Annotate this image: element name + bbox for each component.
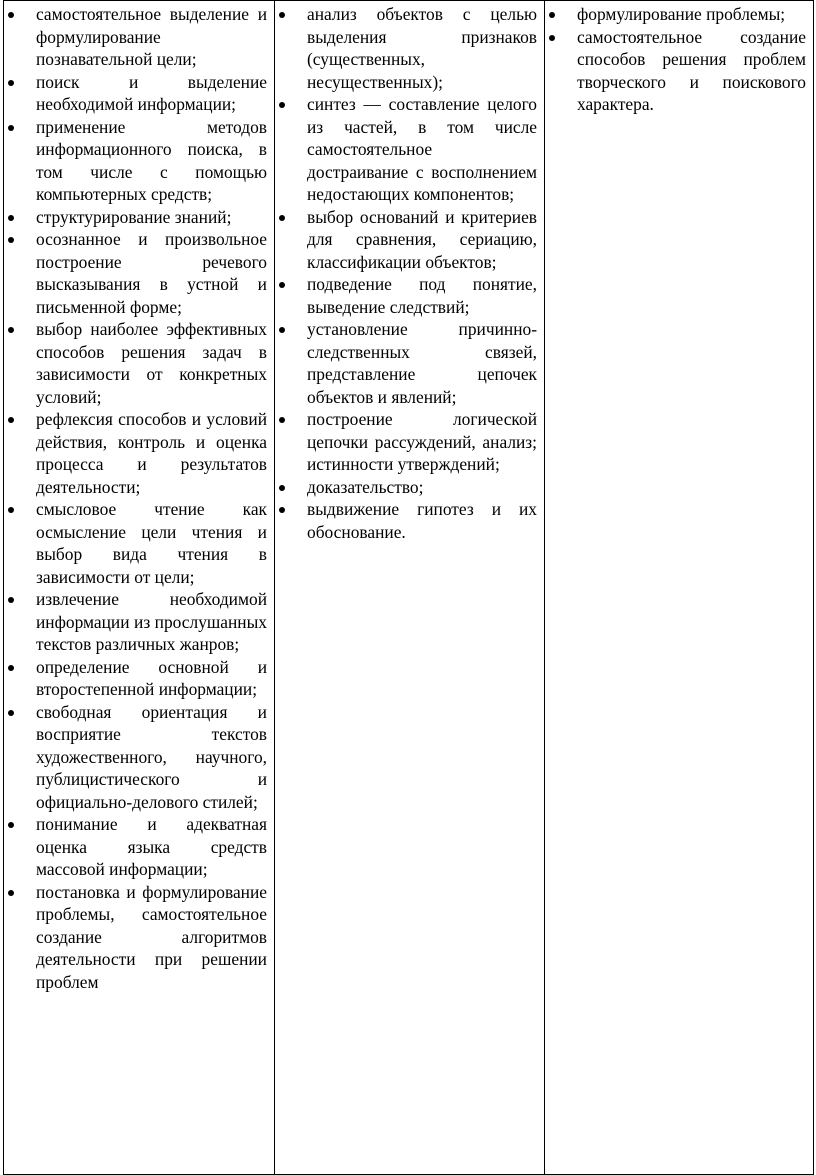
list-item <box>275 273 537 318</box>
table-row <box>4 1 814 1175</box>
list-item <box>4 408 267 498</box>
list-item <box>275 408 537 476</box>
list-item-text: подведение под понятие, выведение следствий; <box>307 274 537 317</box>
list-item-text: рефлексия способов и условий действия, контроль и оценка процесса и результатов деятельности; <box>36 409 267 497</box>
bullet-icon <box>8 890 14 896</box>
list-item <box>275 318 537 408</box>
list-item-text: понимание и адекватная оценка языка средств массовой информации; <box>36 814 267 879</box>
bullet-list <box>275 3 537 543</box>
bullet-icon <box>279 12 285 18</box>
list-item <box>4 71 267 116</box>
bullet-icon <box>549 35 555 41</box>
list-item <box>275 498 537 543</box>
list-item-text: доказательство; <box>307 476 424 497</box>
list-item-text: выбор наиболее эффективных способов решения задач в зависимости от конкретных условий; <box>36 319 267 407</box>
bullet-icon <box>8 822 14 828</box>
list-item-text: извлечение необходимой информации из прослушанных текстов различных жанров; <box>36 589 267 654</box>
bullet-list <box>4 3 267 993</box>
list-item-text: построение логической цепочки рассуждений, анализ; истинности утверждений; <box>307 409 537 474</box>
bullet-icon <box>549 12 555 18</box>
list-item <box>4 116 267 206</box>
list-item-text: синтез — составление целого из частей, в том числе самостоятельное достраивание с восполнением недостающих компонентов; <box>307 94 537 204</box>
list-item-text: осознанное и произвольное построение речевого высказывания в устной и письменной форме; <box>36 229 267 317</box>
list-item-text: формулирование проблемы; <box>577 4 786 24</box>
list-item-text: смысловое чтение как осмысление цели чтения и выбор вида чтения в зависимости от цели; <box>36 499 267 587</box>
list-item <box>4 813 267 881</box>
list-item-text: поиск и выделение необходимой информации; <box>36 71 267 114</box>
bullet-icon <box>279 102 285 108</box>
list-item <box>4 881 267 994</box>
list-item-text: установление причинно-следственных связей, представление цепочек объектов и явлений; <box>307 319 537 407</box>
list-item <box>4 206 267 229</box>
list-item <box>275 93 537 206</box>
list-item <box>4 588 267 656</box>
table-cell-col2 <box>275 1 545 1175</box>
list-item <box>4 498 267 588</box>
bullet-icon <box>8 125 14 131</box>
list-item <box>4 318 267 408</box>
bullet-icon <box>279 327 285 333</box>
list-item <box>4 228 267 318</box>
list-item <box>275 3 537 93</box>
list-item-text: постановка и формулирование проблемы, самостоятельное создание алгоритмов деятельности при решении проблем <box>36 881 267 992</box>
bullet-icon <box>279 417 285 423</box>
list-item <box>275 206 537 274</box>
bullet-icon <box>8 215 14 221</box>
list-item <box>545 26 806 116</box>
bullet-icon <box>279 215 285 221</box>
list-item <box>275 476 537 499</box>
list-item <box>4 656 267 701</box>
list-item-text: самостоятельное выделение и формулирование познавательной цели; <box>36 4 267 69</box>
list-item-text: анализ объектов с целью выделения признаков (существенных, несущественных); <box>307 4 537 92</box>
list-item-text: выдвижение гипотез и их обоснование. <box>307 499 537 542</box>
bullet-icon <box>8 597 14 603</box>
bullet-icon <box>8 237 14 243</box>
list-item <box>4 3 267 71</box>
list-item-text: свободная ориентация и восприятие текстов художественного, научного, публицистического и официально-делового стилей; <box>36 701 267 812</box>
table-cell-col1 <box>4 1 275 1175</box>
bullet-icon <box>8 710 14 716</box>
list-item-text: структурирование знаний; <box>36 206 232 227</box>
list-item <box>545 3 806 26</box>
list-item-text: применение методов информационного поиска, в том числе с помощью компьютерных средств; <box>36 116 267 204</box>
bullet-icon <box>8 417 14 423</box>
bullet-icon <box>8 327 14 333</box>
bullet-icon <box>279 507 285 513</box>
list-item-text: определение основной и второстепенной информации; <box>36 656 267 699</box>
bullet-icon <box>8 665 14 671</box>
list-item-text: выбор оснований и критериев для сравнения, сериацию, классификации объектов; <box>307 206 537 272</box>
bullet-icon <box>8 80 14 86</box>
bullet-icon <box>279 282 285 288</box>
list-item <box>4 701 267 814</box>
skills-table <box>3 0 814 1175</box>
bullet-icon <box>8 507 14 513</box>
bullet-list <box>545 3 806 116</box>
bullet-icon <box>279 485 285 491</box>
table-cell-col3 <box>545 1 814 1175</box>
list-item-text: самостоятельное создание способов решения проблем творческого и поискового характера. <box>577 26 806 114</box>
bullet-icon <box>8 12 14 18</box>
